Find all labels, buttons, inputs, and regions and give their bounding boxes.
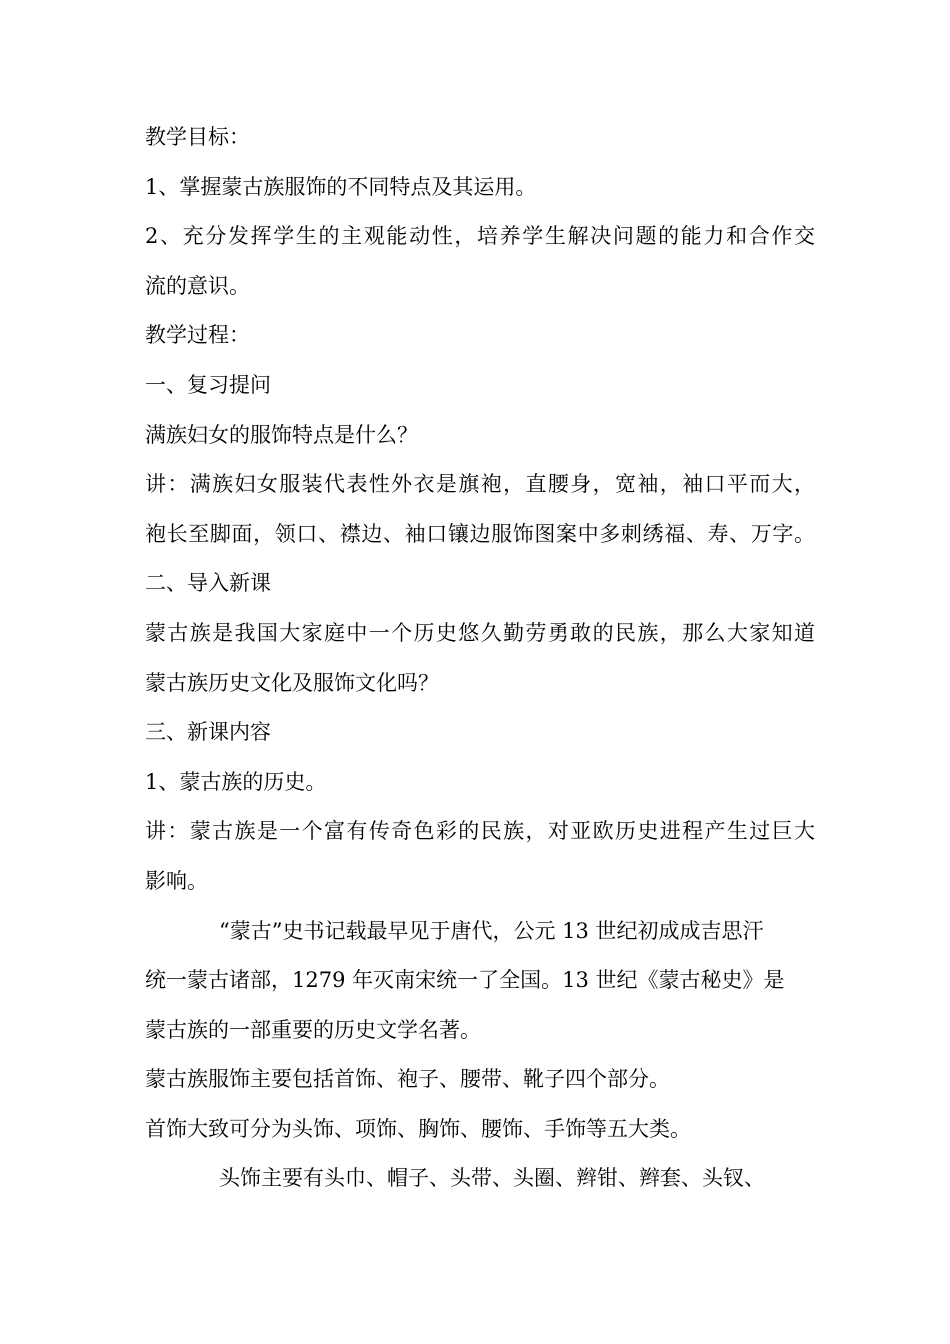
section-intro: 二、导入新课 [145, 571, 271, 596]
heading-teaching-goals: 教学目标： [145, 125, 250, 149]
history-detail: “蒙古”史书记载最早见于唐代，公元 13 世纪初成成吉思汗 [219, 918, 764, 943]
jewelry-categories: 首饰大致可分为头饰、项饰、胸饰、腰饰、手饰等五大类。 [145, 1116, 691, 1141]
heading-teaching-process: 教学过程： [145, 323, 250, 348]
intro-paragraph: 蒙古族是我国大家庭中一个历史悠久勤劳勇敢的民族，那么大家知道 [145, 620, 815, 645]
intro-paragraph-cont: 蒙古族历史文化及服饰文化吗？ [145, 670, 439, 695]
subsection-history: 1、蒙古族的历史。 [145, 769, 327, 794]
document-body [145, 118, 815, 1209]
section-new-content: 三、新课内容 [145, 720, 271, 745]
history-paragraph-cont: 影响。 [145, 868, 208, 893]
history-paragraph: 讲：蒙古族是一个富有传奇色彩的民族，对亚欧历史进程产生过巨大 [145, 819, 815, 844]
history-detail-cont-1: 统一蒙古诸部，1279 年灭南宋统一了全国。13 世纪《蒙古秘史》是 [145, 968, 785, 993]
headwear-list: 头饰主要有头巾、帽子、头带、头圈、辫钳、辫套、头钗、 [219, 1166, 765, 1191]
section-review: 一、复习提问 [145, 372, 271, 397]
review-question: 满族妇女的服饰特点是什么？ [145, 422, 418, 447]
goal-item-2: 2、充分发挥学生的主观能动性，培养学生解决问题的能力和合作交 [145, 224, 815, 249]
goal-item-1: 1、掌握蒙古族服饰的不同特点及其运用。 [145, 174, 537, 199]
history-detail-cont-2: 蒙古族的一部重要的历史文学名著。 [145, 1017, 481, 1042]
costume-parts: 蒙古族服饰主要包括首饰、袍子、腰带、靴子四个部分。 [145, 1067, 670, 1092]
review-answer-cont: 袍长至脚面，领口、襟边、袖口镶边服饰图案中多刺绣福、寿、万字。 [145, 521, 815, 546]
review-answer: 讲：满族妇女服装代表性外衣是旗袍，直腰身，宽袖，袖口平而大， [145, 472, 815, 497]
goal-item-2-cont: 流的意识。 [145, 273, 250, 298]
